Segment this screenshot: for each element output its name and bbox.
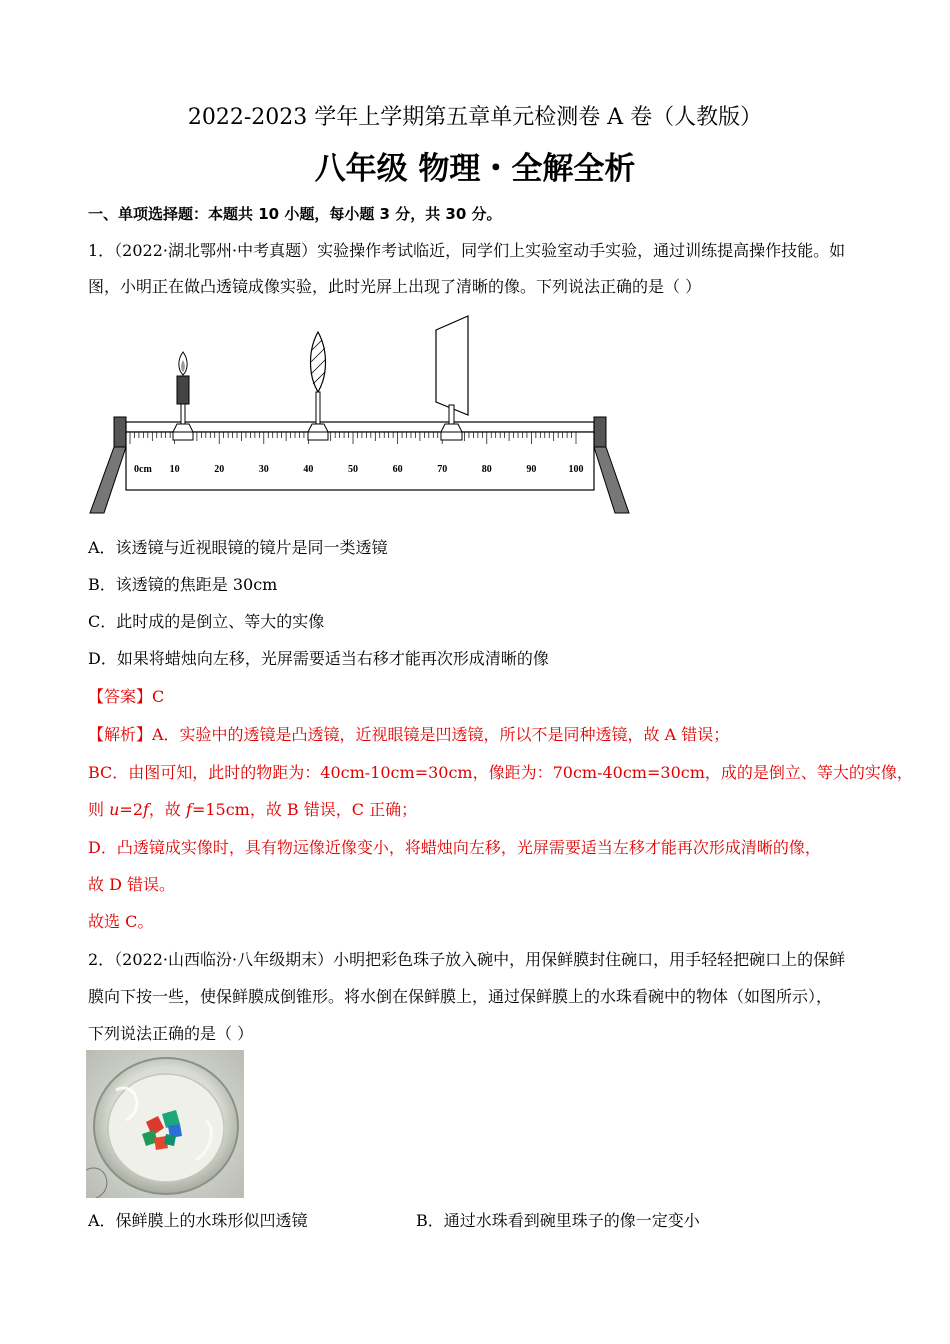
- scale-tick-label: 100: [568, 464, 584, 475]
- q2-stem-line-1: 2．（2022·山西临汾·八年级期末）小明把彩色珠子放入碗中，用保鲜膜封住碗口，用手轻轻把碗口上的保鲜: [88, 950, 846, 969]
- q1-option-d: D．如果将蜡烛向左移，光屏需要适当右移才能再次形成清晰的像: [88, 649, 549, 668]
- scale-tick-label: 10: [169, 464, 180, 475]
- q1-analysis-line-3: 则 u=2f，故 f=15cm，故 B 错误，C 正确；: [88, 800, 418, 819]
- q1-stem-line-1: 1．（2022·湖北鄂州·中考真题）实验操作考试临近，同学们上实验室动手实验，通过训练提高操作技能。如: [88, 241, 846, 260]
- q1-analysis-line-2: BC．由图可知，此时的物距为：40cm-10cm=30cm，像距为：70cm-40cm=30cm，成的是倒立、等大的实像，: [88, 763, 913, 782]
- q2-option-b: B．通过水珠看到碗里珠子的像一定变小: [416, 1211, 700, 1230]
- scale-tick-label: 80: [481, 464, 492, 475]
- light-screen: [436, 316, 468, 440]
- q1-analysis-line-5: 故 D 错误。: [88, 875, 176, 894]
- scale-tick-label: 40: [303, 464, 314, 475]
- section-heading: 一、单项选择题：本题共 10 小题，每小题 3 分，共 30 分。: [88, 205, 502, 223]
- lens-holder-rod: [316, 392, 320, 424]
- q1-option-b: B．该透镜的焦距是 30cm: [88, 575, 278, 594]
- candle: [173, 352, 193, 440]
- optical-bench-diagram: [86, 310, 636, 520]
- bowl-photo: [86, 1050, 244, 1198]
- q2-stem-line-3: 下列说法正确的是（ ）: [88, 1024, 254, 1043]
- q1-analysis-line-4: D．凸透镜成实像时，具有物远像近像变小，将蜡烛向左移，光屏需要适当左移才能再次形成清晰的像，: [88, 838, 821, 857]
- scale-tick-label: 0cm: [134, 464, 152, 475]
- scale-tick-label: 60: [392, 464, 403, 475]
- q2-option-a: A．保鲜膜上的水珠形似凹透镜: [88, 1211, 308, 1230]
- candle-holder-rod: [181, 404, 185, 424]
- scale-tick-label: 20: [214, 464, 225, 475]
- right-stand-post: [594, 417, 606, 447]
- document-subtitle: 八年级 物理・全解全析: [314, 151, 636, 187]
- scale-tick-label: 50: [348, 464, 358, 475]
- q1-conclusion: 故选 C。: [88, 912, 154, 931]
- left-stand-leg: [90, 447, 126, 513]
- left-stand-post: [114, 417, 126, 447]
- q1-option-c: C．此时成的是倒立、等大的实像: [88, 612, 325, 631]
- q1-option-a: A．该透镜与近视眼镜的镜片是同一类透镜: [88, 538, 388, 557]
- candle-body: [177, 376, 189, 404]
- screen-panel: [436, 316, 468, 415]
- q2-stem-line-2: 膜向下按一些，使保鲜膜成倒锥形。将水倒在保鲜膜上，通过保鲜膜上的水珠看碗中的物体（如图所示），: [88, 987, 833, 1006]
- document-title: 2022-2023 学年上学期第五章单元检测卷 A 卷（人教版）: [187, 105, 763, 130]
- bench-rail: [126, 422, 594, 432]
- scale-tick-label: 70: [437, 464, 448, 475]
- scale-tick-label: 30: [258, 464, 269, 475]
- q1-answer: 【答案】C: [88, 687, 165, 706]
- scale-tick-label: 90: [526, 464, 537, 475]
- bench-scale: [126, 432, 594, 490]
- q1-stem-line-2: 图，小明正在做凸透镜成像实验，此时光屏上出现了清晰的像。下列说法正确的是（ ）: [88, 277, 702, 296]
- right-stand-leg: [594, 447, 629, 513]
- q1-analysis-line-1: 【解析】A．实验中的透镜是凸透镜，近视眼镜是凹透镜，所以不是同种透镜，故 A 错误；: [88, 725, 730, 744]
